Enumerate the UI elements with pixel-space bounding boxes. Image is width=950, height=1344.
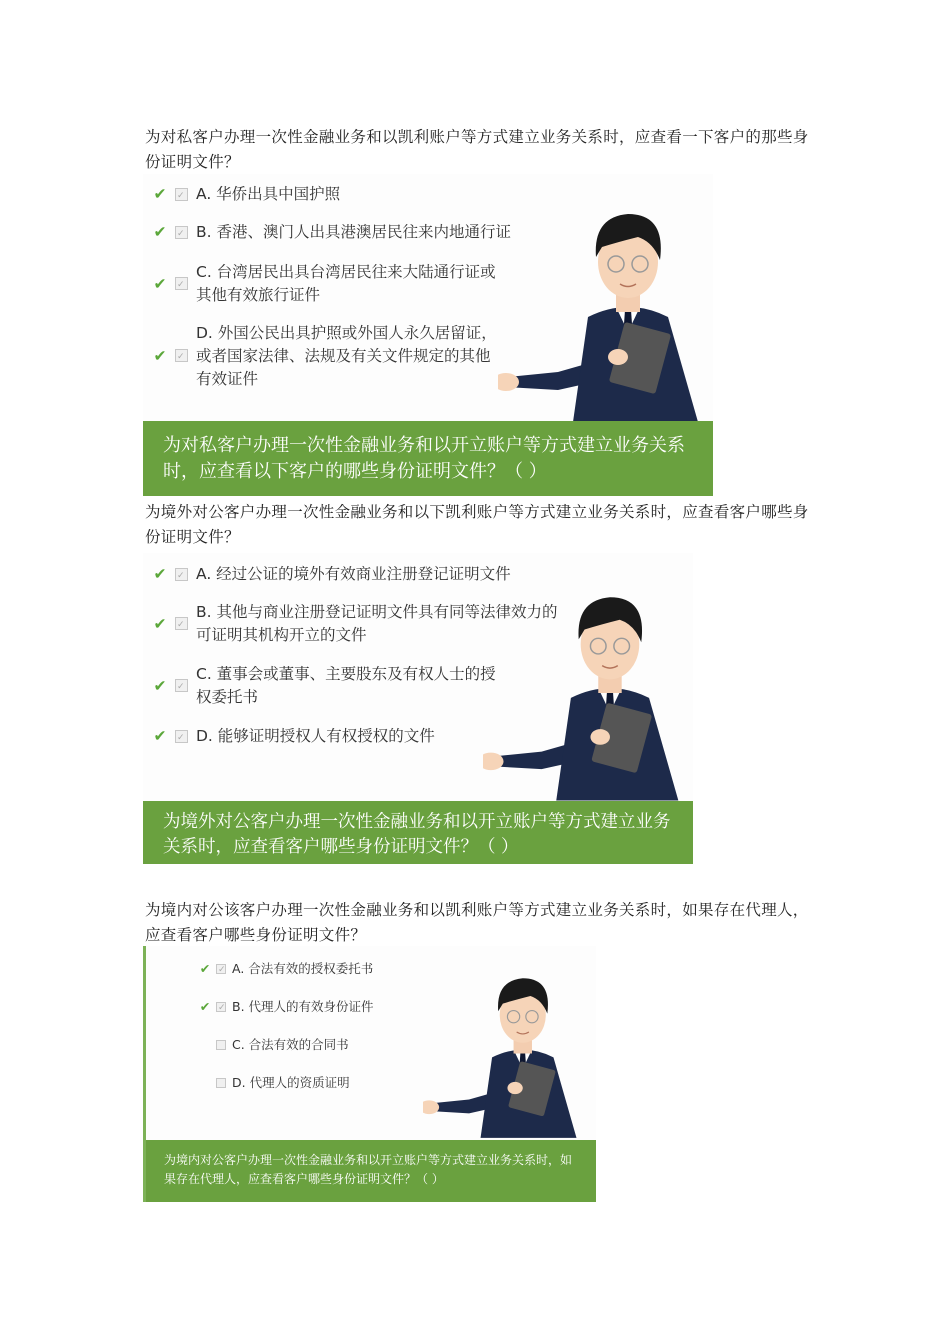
check-icon: ✔ — [153, 347, 167, 365]
question-2-card — [143, 553, 693, 864]
businessman-illustration — [498, 202, 713, 422]
check-icon: ✔ — [153, 275, 167, 293]
option-2d[interactable]: ✔ ✓ D. 能够证明授权人有权授权的文件 — [151, 725, 501, 747]
option-1b[interactable]: ✔ ✓ B. 香港、澳门人出具港澳居民往来内地通行证 — [151, 221, 571, 243]
option-3b[interactable]: ✔ ✓ B. 代理人的有效身份证件 — [198, 998, 458, 1016]
checkbox-icon[interactable] — [216, 1078, 226, 1088]
checkbox-icon[interactable] — [216, 1040, 226, 1050]
option-3d[interactable]: D. 代理人的资质证明 — [198, 1074, 458, 1092]
question-1-banner: 为对私客户办理一次性金融业务和以开立账户等方式建立业务关系时，应查看以下客户的哪些身份证明文件？（ ） — [143, 421, 713, 496]
checkbox-icon[interactable] — [175, 277, 188, 290]
option-1a[interactable]: ✔ ✓ A. 华侨出具中国护照 — [151, 183, 491, 205]
checkbox-icon[interactable] — [175, 568, 188, 581]
question-1-text: 为对私客户办理一次性金融业务和以凯利账户等方式建立业务关系时，应查看一下客户的那些身份证明文件？ — [145, 128, 809, 171]
question-3-banner: 为境内对公客户办理一次性金融业务和以开立账户等方式建立业务关系时，如果存在代理人，应查看客户哪些身份证明文件？（ ） — [146, 1140, 596, 1202]
question-3-card — [143, 946, 596, 1202]
check-icon: ✔ — [199, 961, 211, 976]
check-icon: ✔ — [153, 565, 167, 583]
checkbox-icon[interactable] — [175, 188, 188, 201]
option-2c[interactable]: ✔ ✓ C. 董事会或董事、主要股东及有权人士的授权委托书 — [151, 663, 501, 709]
option-1c[interactable]: ✔ ✓ C. 台湾居民出具台湾居民往来大陆通行证或其他有效旅行证件 — [151, 261, 501, 307]
question-2-banner: 为境外对公客户办理一次性金融业务和以开立账户等方式建立业务关系时，应查看客户哪些身份证明文件？（ ） — [143, 801, 693, 864]
checkbox-icon[interactable] — [216, 964, 226, 974]
option-2a[interactable]: ✔ ✓ A. 经过公证的境外有效商业注册登记证明文件 — [151, 563, 571, 585]
option-1d[interactable]: ✔ ✓ D. 外国公民出具护照或外国人永久居留证，或者国家法律、法规及有关文件规定的其他有效证件 — [151, 322, 501, 391]
check-icon: ✔ — [153, 185, 167, 203]
businessman-illustration — [423, 966, 588, 1141]
checkbox-icon[interactable] — [175, 679, 188, 692]
check-icon: ✔ — [153, 615, 167, 633]
option-3c[interactable]: C. 合法有效的合同书 — [198, 1036, 458, 1054]
checkbox-icon[interactable] — [175, 226, 188, 239]
checkbox-icon[interactable] — [216, 1002, 226, 1012]
question-1-card — [143, 174, 713, 496]
businessman-illustration — [483, 583, 693, 803]
check-icon: ✔ — [153, 727, 167, 745]
question-2-text: 为境外对公客户办理一次性金融业务和以下凯利账户等方式建立业务关系时，应查看客户哪些身份证明文件？ — [145, 503, 809, 546]
check-icon: ✔ — [153, 223, 167, 241]
question-3-text: 为境内对公该客户办理一次性金融业务和以凯利账户等方式建立业务关系时，如果存在代理人，应查看客户哪些身份证明文件？ — [145, 901, 809, 944]
checkbox-icon[interactable] — [175, 349, 188, 362]
check-icon: ✔ — [153, 677, 167, 695]
option-2b[interactable]: ✔ ✓ B. 其他与商业注册登记证明文件具有同等法律效力的可证明其机构开立的文件 — [151, 601, 571, 647]
checkbox-icon[interactable] — [175, 730, 188, 743]
checkbox-icon[interactable] — [175, 617, 188, 630]
option-3a[interactable]: ✔ ✓ A. 合法有效的授权委托书 — [198, 960, 458, 978]
check-icon: ✔ — [199, 999, 211, 1014]
